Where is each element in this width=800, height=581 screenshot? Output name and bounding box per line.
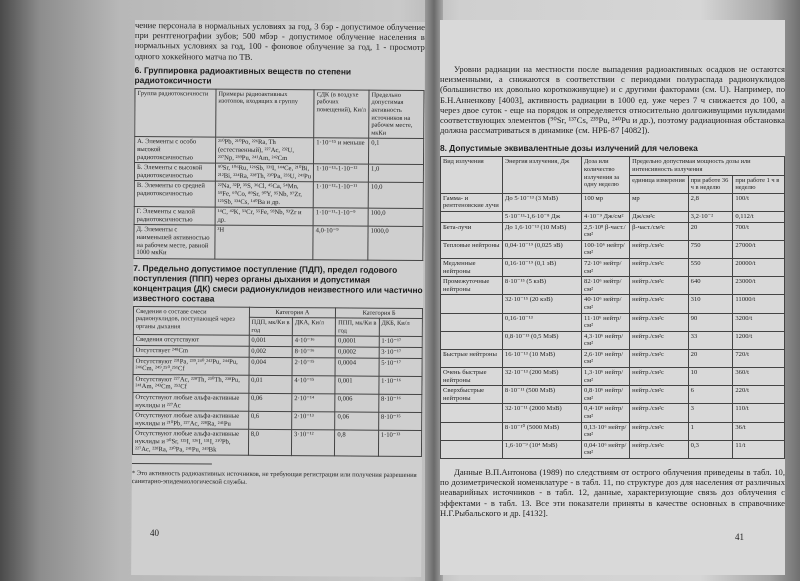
table-cell: 1·10⁻¹¹-1·10⁻⁹ bbox=[313, 208, 368, 227]
table-cell: 8·10⁻¹¹ (500 МэВ) bbox=[502, 386, 581, 404]
table-cell: 100·10⁶ нейтр/см² bbox=[582, 240, 630, 258]
table-cell: 100 мр bbox=[582, 193, 630, 211]
table-cell: 2·10⁻¹³ bbox=[292, 412, 335, 430]
table-cell: 11000/t bbox=[733, 295, 785, 313]
table8-row bbox=[441, 222, 785, 240]
table8-col-header: Доза или количество излучения за одну неделю bbox=[582, 157, 630, 193]
table-cell: 20 bbox=[688, 349, 733, 367]
table-cell: 1·10⁻¹³ bbox=[378, 431, 422, 457]
table-cell: 700/t bbox=[733, 222, 785, 240]
table-cell: Промежуточные нейтроны bbox=[441, 277, 503, 295]
table-cell: 110/t bbox=[733, 404, 785, 422]
table7-subheader: ППП, мк/Ки в год bbox=[336, 318, 379, 336]
table-cell: 23000/t bbox=[733, 277, 785, 295]
table-cell: 4·10⁻⁹ Дж/см² bbox=[582, 211, 630, 222]
table-cell: Бета-лучи bbox=[441, 222, 503, 240]
table-cell: 4,0·10⁻⁹ bbox=[313, 226, 368, 260]
table6-row bbox=[134, 163, 423, 183]
table-cell: Отсутствуют ²²⁷Ac, ²²⁸Th, ²³⁰Th, ²³⁸Pu, ²⁴¹Am, ²⁴³Cm, ²⁵²Cf bbox=[133, 374, 249, 393]
table-cell bbox=[441, 440, 503, 458]
table-cell: 4·10⁻¹⁵ bbox=[292, 375, 335, 393]
table-cell: 3,2·10⁻² bbox=[688, 211, 733, 222]
table-cell: Д. Элементы с наименьшей активностью на рабочем месте, равной 1000 мкКи bbox=[134, 225, 215, 259]
table-cell: 0,001 bbox=[335, 376, 378, 394]
table7-heading: 7. Предельно допустимое поступление (ПДП), предел годового поступления (ППП) через органы дыхания и допустимая концентрация (ДК) смеси радионуклидов неизвестного или частично известного состава bbox=[133, 262, 423, 304]
table7-category-b-header: Категория Б bbox=[336, 308, 423, 319]
table-cell: 8·10⁻¹⁵ bbox=[378, 412, 422, 430]
table-cell: 6 bbox=[688, 386, 733, 404]
table-cell: 0,004 bbox=[249, 357, 292, 375]
table-cell: нейтр./см²с bbox=[630, 240, 688, 258]
table6-row bbox=[134, 225, 423, 260]
table-cell: 5·10⁻¹³-1,6·10⁻⁸ Дж bbox=[502, 211, 581, 222]
table-cell: 100/t bbox=[733, 193, 785, 211]
table-cell: ²²Na, ³²P, ³⁵S, ³⁶Cl, ⁴⁵Ca, ⁵⁴Mn, ⁵⁹Fe, ⁶⁰Co, ⁸⁹Sr, ⁹⁰Y, ⁹⁵Nb, ⁹⁷Zr, ¹²⁵Sb, ¹³⁴Cs, ¹⁴⁰Ba и др. bbox=[215, 181, 313, 207]
table-cell: 0,112/t bbox=[733, 211, 785, 222]
table-cell: Отсутствуют любые альфа-активные нуклиды и ²¹⁰Pb, ²²⁷Ac, ²²⁸Ra, ²⁴¹Pu bbox=[133, 411, 249, 430]
table7-row bbox=[133, 393, 422, 413]
table-cell: В. Элементы со средней радиотоксичностью bbox=[134, 181, 215, 207]
table-cell: 72·10⁶ нейтр/см² bbox=[582, 258, 630, 276]
table-cell: 0,4·10⁶ нейтр/см² bbox=[582, 404, 630, 422]
table-cell: нейтр./см²с bbox=[630, 349, 688, 367]
table7 bbox=[132, 306, 423, 458]
table-cell: 550 bbox=[688, 258, 733, 276]
left-intro-text: чение персонала в нормальных условиях за год, 3 бэр - допустимое облучение при рентгенографии зубов; 500 мбэр - допустимое облучение населения в нормальных условиях за год, 100 - фоновое облучение за год, 1 - просмотр одного хоккейного матча по ТВ. bbox=[134, 20, 425, 62]
left-page bbox=[131, 20, 425, 577]
table8-row bbox=[441, 386, 785, 404]
table-cell: 10,0 bbox=[368, 182, 423, 208]
table7-subheader: ДКБ, Ки/л bbox=[379, 318, 423, 336]
table6-heading: 6. Группировка радиоактивных веществ по степени радиотоксичности bbox=[134, 64, 352, 86]
table-cell: Тепловые нейтроны bbox=[441, 240, 503, 258]
table7-row bbox=[133, 374, 422, 394]
table-cell: Медленные нейтроны bbox=[441, 258, 503, 276]
table8-row bbox=[441, 193, 785, 211]
table-cell: нейтр./см²с bbox=[630, 440, 688, 458]
right-intro-text: Уровни радиации на местности после выпадения радиоактивных осадков не остаются неизменными, а снижаются в соответствии с периодами полураспада радионуклидов (большинство их довольно короткоживущие) и с другими факторами (см. U). Например, по Б.Н.Анненкову [4003], активность радиации в 1000 ед. уже через 7 ч снижается до 100, а через двое суток - еще на порядок и определяется относительно долгоживущими нуклидами соответствующих элементов (⁹⁰Sr, ¹³⁷Cs, ²³⁹Pu, ²⁴⁰Pu и др.), поэтому радиационная обстановка должна рассматриваться в динамике (см. НРБ-87 [4082]). bbox=[440, 64, 785, 136]
table8-heading: 8. Допустимые эквивалентные дозы излучений для человека bbox=[440, 143, 698, 154]
table-cell: 640 bbox=[688, 277, 733, 295]
table7-row bbox=[132, 429, 421, 457]
table-cell: 0,13·10⁶ нейтр/см² bbox=[582, 422, 630, 440]
left-footnote: * Это активность радиоактивных источников, не требующая регистрации или получения разрешения санитарно-эпидемиологической службы. bbox=[131, 470, 417, 486]
table-cell: 1·10⁻¹⁵ и меньше bbox=[314, 138, 369, 164]
table-cell: А. Элементы с особо высокой радиотоксичностью bbox=[135, 137, 216, 163]
table-cell: 100,0 bbox=[368, 208, 423, 227]
table-cell: 20000/t bbox=[733, 258, 785, 276]
table-cell: 8·10⁻¹⁶ bbox=[292, 347, 335, 358]
table-cell: 4·10⁻¹⁶ bbox=[292, 336, 335, 347]
table-cell: 20 bbox=[688, 222, 733, 240]
table-cell: 2,8 bbox=[688, 193, 733, 211]
table-cell: 32·10⁻¹¹ (2000 МэВ) bbox=[502, 404, 581, 422]
table7-subheader: ПДП, мк/Ки в год bbox=[249, 318, 292, 336]
table-cell: 750 bbox=[688, 240, 733, 258]
table6-header-row bbox=[135, 88, 424, 139]
table-cell: 0,6 bbox=[248, 412, 291, 430]
table-cell: нейтр./см²с bbox=[630, 422, 688, 440]
table-cell: 36/t bbox=[733, 422, 785, 440]
table-cell: 1·10⁻¹⁷ bbox=[379, 337, 422, 348]
table-cell: 33 bbox=[688, 331, 733, 349]
table7-category-a-header: Категория А bbox=[249, 307, 336, 318]
table-cell: 1·10⁻¹⁶ bbox=[379, 376, 423, 394]
table6-col-header: СДК (в воздухе рабочих помещений), Ки/л bbox=[314, 90, 369, 139]
table-cell: 0,04·10⁻¹⁹ (0,025 эВ) bbox=[502, 240, 581, 258]
table8-subheader: единица измерения bbox=[630, 175, 688, 193]
table-cell: 0,04·10⁶ нейтр/см² bbox=[582, 440, 630, 458]
table-cell: 220/t bbox=[733, 386, 785, 404]
table-cell: Г. Элементы с малой радиотоксичностью bbox=[134, 207, 215, 226]
table7-row bbox=[133, 356, 422, 376]
table8-subheader: при работе 36 ч в неделю bbox=[688, 175, 733, 193]
table-cell: Гамма- и рентгеновские лучи bbox=[441, 193, 503, 211]
table-cell: 3200/t bbox=[733, 313, 785, 331]
table-cell: 82·10⁶ нейтр/см² bbox=[582, 277, 630, 295]
table-cell: 310 bbox=[688, 295, 733, 313]
table-cell: 11·10⁶ нейтр/см² bbox=[582, 313, 630, 331]
table7-composition-header: Сведения о составе смеси радионуклидов, поступающей через органы дыхания bbox=[133, 306, 249, 336]
table8-row bbox=[441, 211, 785, 222]
table-cell: Отсутствуют любые альфа-активные нуклиды и ⁹⁰Sr, ¹²⁵I, ¹²⁶I, ¹³¹I, ²¹⁰Pb, ²²⁷Ac, ²²⁸Ra, ²³⁰Pa, ²⁴¹Pu, ²⁴⁹Bk bbox=[132, 429, 248, 456]
table-cell: 2,5·10⁸ β-част./см² bbox=[582, 222, 630, 240]
table-cell: Очень быстрые нейтроны bbox=[441, 368, 503, 386]
table6-row bbox=[134, 207, 423, 227]
table6-col-header: Группа радиотоксичности bbox=[135, 88, 216, 137]
table-cell: нейтр./см²с bbox=[630, 258, 688, 276]
table-cell: нейтр./см²с bbox=[630, 368, 688, 386]
table8-col-header: Предельно допустимая мощность дозы или интенсивность излучения bbox=[630, 157, 785, 175]
table-cell: 1 bbox=[688, 422, 733, 440]
table-cell bbox=[441, 404, 503, 422]
table-cell: 16·10⁻¹³ (10 МэВ) bbox=[502, 349, 581, 367]
table-cell bbox=[441, 313, 503, 331]
table-cell: ³H bbox=[215, 225, 313, 259]
table6-row bbox=[135, 137, 424, 165]
table-cell: 40·10⁶ нейтр/см² bbox=[582, 295, 630, 313]
table6-row bbox=[134, 181, 423, 209]
table8-row bbox=[441, 240, 785, 258]
table-cell: нейтр./см²с bbox=[630, 386, 688, 404]
table-cell: 2·10⁻¹⁵ bbox=[292, 357, 335, 375]
table-cell: 1000,0 bbox=[368, 226, 423, 260]
table-cell bbox=[441, 331, 503, 349]
table-cell: Сверхбыстрые нейтроны bbox=[441, 386, 503, 404]
table-cell: 8·10⁻¹⁶ bbox=[378, 394, 422, 412]
table-cell: 8·10⁻¹⁵ (5 кэВ) bbox=[502, 277, 581, 295]
table-cell: нейтр./см²с bbox=[630, 404, 688, 422]
table-cell: 1·10⁻¹³-1·10⁻¹² bbox=[314, 164, 369, 183]
table6-col-header: Примеры радиоактивных изотопов, входящих в группу bbox=[216, 89, 315, 138]
table-cell bbox=[441, 295, 503, 313]
table-cell: 0,8 bbox=[335, 430, 379, 456]
table8 bbox=[440, 156, 785, 459]
table-cell: мр bbox=[630, 193, 688, 211]
table-cell: 0,002 bbox=[249, 346, 292, 357]
table8-row bbox=[441, 277, 785, 295]
table-cell bbox=[441, 422, 503, 440]
table-cell: 1,0 bbox=[368, 164, 423, 183]
table-cell: 5·10⁻¹⁷ bbox=[379, 358, 423, 376]
table8-header-row bbox=[441, 157, 785, 175]
table-cell: 0,06 bbox=[248, 393, 291, 411]
table-cell: нейтр./см²с bbox=[630, 277, 688, 295]
table8-row bbox=[441, 422, 785, 440]
table-cell: 0,3 bbox=[688, 440, 733, 458]
table-cell: Отсутствуют ²³¹Pa, ²³⁹,²⁴⁰,²⁴²Pu, ²⁴⁴Pu, ²⁴⁶Cm, ²⁴⁹,²⁵⁰,²⁵¹Cf bbox=[133, 356, 249, 375]
right-page-number: 41 bbox=[735, 532, 744, 542]
table8-row bbox=[441, 295, 785, 313]
table-cell: До 5·10⁻¹³ (3 МэВ) bbox=[502, 193, 581, 211]
table-cell: Быстрые нейтроны bbox=[441, 349, 503, 367]
table-cell: 8,0 bbox=[248, 430, 292, 456]
table-cell: 32·10⁻¹⁵ (20 кэВ) bbox=[502, 295, 581, 313]
table-cell: 720/t bbox=[733, 349, 785, 367]
table7-subheader: ДКА, Ки/л bbox=[292, 318, 335, 336]
table-cell: Б. Элементы с высокой радиотоксичностью bbox=[134, 163, 215, 182]
table-cell: 0,001 bbox=[249, 336, 292, 347]
table-cell: ²¹⁰Pb, ²¹⁰Po, ²²⁶Ra, Th (естественный), ²²⁷Ac, ²³²U, ²³⁷Np, ²³⁹Pu, ²⁴¹Am, ²⁴²Cm bbox=[215, 137, 313, 163]
table-cell: 3·10⁻¹² bbox=[291, 430, 335, 456]
table-cell: нейтр./см²с bbox=[630, 331, 688, 349]
table-cell: До 1,6·10⁻¹³ (10 МэВ) bbox=[502, 222, 581, 240]
table-cell: 0,006 bbox=[335, 394, 378, 412]
table-cell: 2·10⁻¹⁴ bbox=[292, 394, 335, 412]
table-cell: 10 bbox=[688, 368, 733, 386]
table-cell: 0,0001 bbox=[336, 336, 379, 347]
table7-row bbox=[133, 411, 422, 431]
table-cell: 27000/t bbox=[733, 240, 785, 258]
table6 bbox=[133, 88, 424, 261]
table-cell: 11/t bbox=[733, 440, 785, 458]
table-cell: 0,06 bbox=[335, 412, 378, 430]
table-cell: Сведения отсутствуют bbox=[133, 335, 249, 346]
table-cell: 1·10⁻¹²-1·10⁻¹¹ bbox=[313, 182, 368, 208]
left-page-number: 40 bbox=[150, 528, 159, 538]
table-cell: 0,0004 bbox=[335, 358, 378, 376]
table-cell: 3 bbox=[688, 404, 733, 422]
table-cell: 0,01 bbox=[248, 375, 291, 393]
table-cell: 1,6·10⁻⁹ (10⁴ МэВ) bbox=[502, 440, 581, 458]
table-cell: 2,6·10⁶ нейтр/см² bbox=[582, 349, 630, 367]
table8-row bbox=[441, 258, 785, 276]
table-cell: 0,8·10⁻¹³ (0,5 МэВ) bbox=[502, 331, 581, 349]
table-cell: 0,16·10⁻¹⁹ (0,1 эВ) bbox=[502, 258, 581, 276]
table-cell: β-част./см²с bbox=[630, 222, 688, 240]
table8-row bbox=[441, 404, 785, 422]
table-cell: 3·10⁻¹⁷ bbox=[379, 347, 422, 358]
table8-subheader: при работе 1 ч в неделю bbox=[733, 175, 785, 193]
table-cell: 0,1 bbox=[369, 139, 424, 165]
table-cell: Отсутствуют любые альфа-активные нуклиды и ²²⁷Ac bbox=[133, 393, 249, 412]
table-cell: 8·10⁻¹⁰ (5000 МэВ) bbox=[502, 422, 581, 440]
table8-col-header: Энергия излучения, Дж bbox=[502, 157, 581, 193]
table-cell bbox=[441, 211, 503, 222]
table8-row bbox=[441, 331, 785, 349]
table-cell: 360/t bbox=[733, 368, 785, 386]
table6-col-header: Предельно допустимая активность источников на рабочем месте, мкКи bbox=[369, 90, 424, 139]
table-cell: ¹⁴C, ⁴²K, ⁵¹Cr, ⁵⁵Fe, ⁹³Nb, ⁹³Zr и др. bbox=[215, 207, 313, 226]
footnote-rule bbox=[132, 463, 212, 465]
table-cell: 32·10⁻¹³ (200 МэВ) bbox=[502, 368, 581, 386]
table8-row bbox=[441, 349, 785, 367]
table8-row bbox=[441, 313, 785, 331]
table-cell: Отсутствует ²⁴⁸Cm bbox=[133, 346, 249, 357]
table-cell: 4,3·10⁶ нейтр/см² bbox=[582, 331, 630, 349]
table-cell: 0,16·10⁻¹³ bbox=[502, 313, 581, 331]
table8-row bbox=[441, 368, 785, 386]
table-cell: нейтр./см²с bbox=[630, 295, 688, 313]
table-cell: 90 bbox=[688, 313, 733, 331]
table8-row bbox=[441, 440, 785, 458]
table-cell: 1200/t bbox=[733, 331, 785, 349]
table8-col-header: Вид излучения bbox=[441, 157, 503, 193]
right-page bbox=[440, 20, 785, 575]
table-cell: ⁹⁰Sr, ¹⁰⁶Ru, ¹²⁶Sb, ¹³¹I, ¹⁴⁴Ce, ²¹⁰Bi, ²¹²Bi, ²²⁴Ra, ²²⁸Th, ²³⁰Pa, ²³⁵U, ²⁴¹Pu bbox=[215, 163, 313, 182]
table-cell: нейтр./см²с bbox=[630, 313, 688, 331]
table-cell: 0,8·10⁶ нейтр/см² bbox=[582, 386, 630, 404]
table-cell: 0,0002 bbox=[335, 347, 378, 358]
table-cell: Дж/см²с bbox=[630, 211, 688, 222]
table-cell: 1,3·10⁶ нейтр/см² bbox=[582, 368, 630, 386]
right-outro-text: Данные В.П.Антонова (1989) по следствиям от острого облучения приведены в табл. 10, по дозиметрической номенклатуре - в табл. 11, по структуре доз для населения от различных неаварийных источников - в табл. 12, данные, характеризующие связь доз облучения с эффектами - в табл. 13. Все эти показатели приняты в качестве основных в справочнике Н.Г.Рыбальского и др. [4132]. bbox=[440, 467, 785, 518]
